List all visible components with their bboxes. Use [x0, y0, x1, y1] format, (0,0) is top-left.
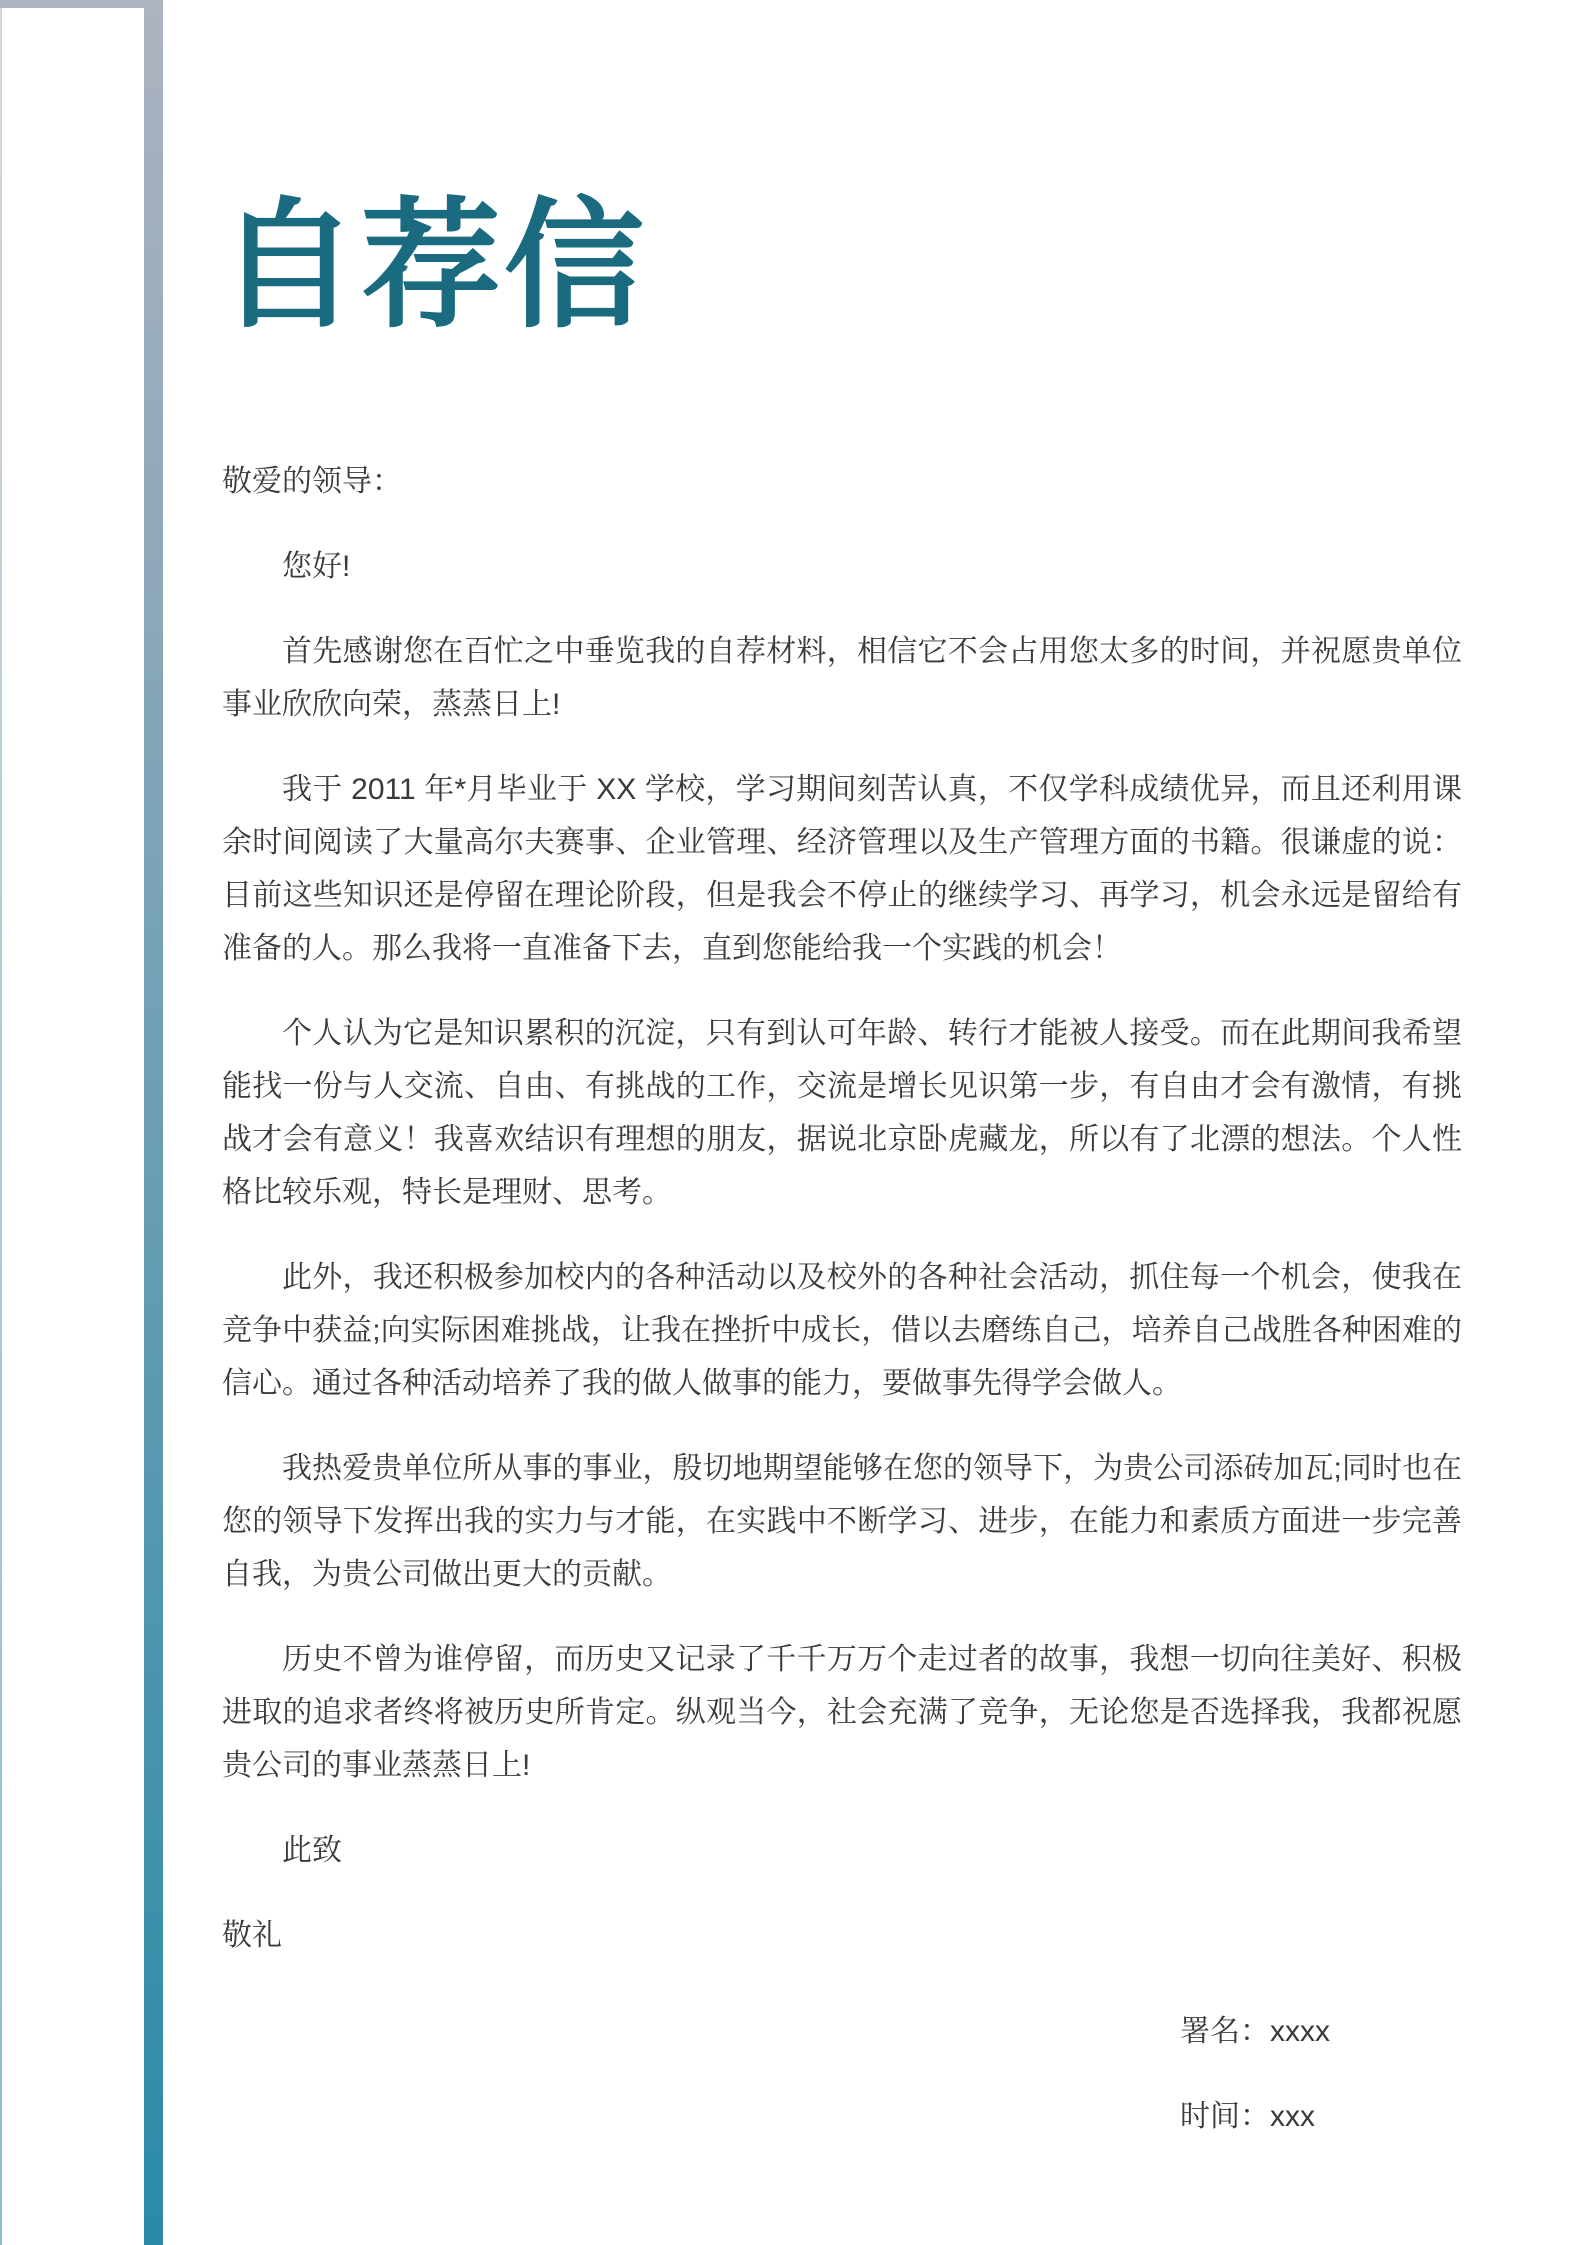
salutation: 敬爱的领导： [222, 465, 402, 498]
closing-respectfully: 此致 [282, 1834, 342, 1867]
paragraph-greeting: 您好! [282, 550, 351, 583]
paragraph-aspiration: 我热爱贵单位所从事的事业，殷切地期望能够在您的领导下，为贵公司添砖加瓦;同时也在您的领导下发挥出我的实力与才能，在实践中不断学习、进步，在能力和素质方面进一步完善自我，为贵公司做出更大的贡献。 [222, 1452, 1462, 1591]
paragraph-history: 历史不曾为谁停留，而历史又记录了千千万万个走过者的故事，我想一切向往美好、积极进取的追求者终将被历史所肯定。纵观当今，社会充满了竞争，无论您是否选择我，我都祝愿贵公司的事业蒸蒸日上! [222, 1643, 1462, 1782]
signature-name: 署名：xxxx [1180, 2015, 1330, 2048]
vertical-gradient-bar [144, 0, 163, 2245]
left-edge-accent [0, 0, 2, 2245]
paragraph-education: 我于 2011 年*月毕业于 XX 学校，学习期间刻苦认真，不仅学科成绩优异，而且还利用课余时间阅读了大量高尔夫赛事、企业管理、经济管理以及生产管理方面的书籍。很谦虚的说：目前这些知识还是停留在理论阶段，但是我会不停止的继续学习、再学习，机会永远是留给有准备的人。那么我将一直准备下去，直到您能给我一个实践的机会！ [222, 773, 1462, 965]
signature-date: 时间：xxx [1180, 2100, 1315, 2133]
signature-block [1180, 2005, 1330, 2143]
closing-salute: 敬礼 [222, 1919, 282, 1952]
letter-title: 自荐信 [218, 187, 648, 344]
letter-body [222, 455, 1462, 1962]
paragraph-thanks: 首先感谢您在百忙之中垂览我的自荐材料，相信它不会占用您太多的时间，并祝愿贵单位事业欣欣向荣，蒸蒸日上! [222, 635, 1462, 721]
paragraph-activities: 此外，我还积极参加校内的各种活动以及校外的各种社会活动，抓住每一个机会，使我在竞争中获益;向实际困难挑战，让我在挫折中成长，借以去磨练自己，培养自己战胜各种困难的信心。通过各种活动培养了我的做人做事的能力，要做事先得学会做人。 [222, 1261, 1462, 1400]
paragraph-personality: 个人认为它是知识累积的沉淀，只有到认可年龄、转行才能被人接受。而在此期间我希望能找一份与人交流、自由、有挑战的工作，交流是增长见识第一步，有自由才会有激情，有挑战才会有意义！我喜欢结识有理想的朋友，据说北京卧虎藏龙，所以有了北漂的想法。个人性格比较乐观，特长是理财、思考。 [222, 1017, 1462, 1209]
top-accent-bar [0, 0, 163, 8]
